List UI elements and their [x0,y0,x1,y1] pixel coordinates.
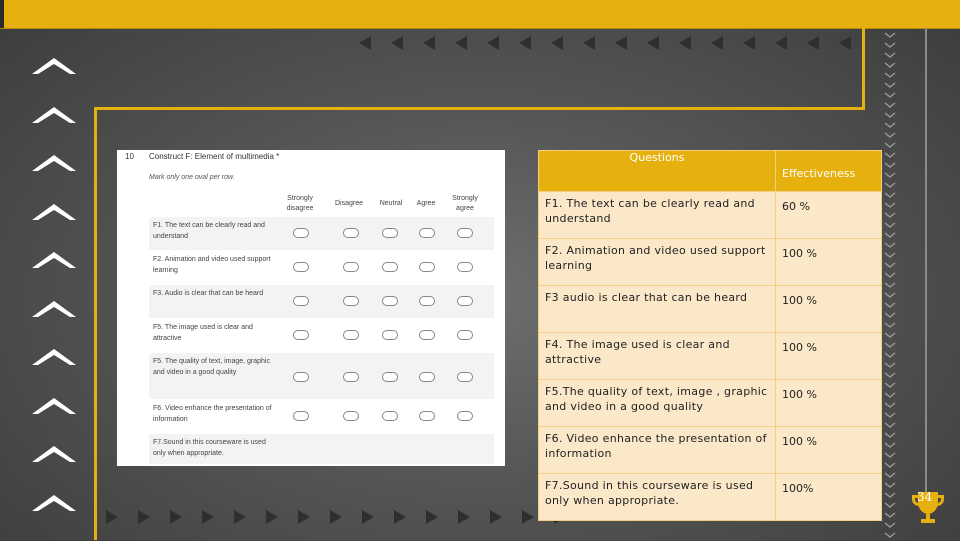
radio-oval[interactable] [382,330,398,340]
radio-oval[interactable] [343,262,359,272]
radio-oval[interactable] [382,296,398,306]
survey-row-label: F5. The image used is clear and attractive [153,324,253,342]
effectiveness-cell: 100% [776,474,882,521]
radio-oval[interactable] [419,296,435,306]
radio-oval[interactable] [419,228,435,238]
page-number: 34 [917,490,933,504]
left-arrow-row-icon [355,32,860,54]
table-row [539,239,882,286]
survey-row-label: F6. Video enhance the presentation of information [153,405,272,423]
table-row [539,380,882,427]
top-accent-bar [0,0,960,29]
radio-oval[interactable] [293,372,309,382]
radio-oval[interactable] [457,330,473,340]
results-table [538,150,882,521]
radio-oval[interactable] [419,330,435,340]
table-header-row [539,151,882,192]
question-instruction: Mark only one oval per row. [149,174,235,181]
radio-oval[interactable] [457,262,473,272]
table-row [539,286,882,333]
survey-row-label: F1. The text can be clearly read and understand [153,222,265,240]
radio-oval[interactable] [293,262,309,272]
scale-header-disagree: Disagree [334,200,363,207]
question-cell: F6. Video enhance the presentation of information [539,427,776,474]
effectiveness-cell: 100 % [776,380,882,427]
effectiveness-cell: 100 % [776,427,882,474]
radio-oval[interactable] [457,228,473,238]
effectiveness-cell: 100 % [776,239,882,286]
survey-row [149,251,494,284]
question-number: 10 [125,152,134,161]
right-arrow-row-icon [102,506,602,528]
question-title: Construct F: Element of multimedia * [149,152,280,161]
radio-oval[interactable] [457,411,473,421]
scale-header-agree: Agree [416,200,436,207]
radio-oval[interactable] [457,372,473,382]
effectiveness-cell: 60 % [776,192,882,239]
frame-line-left [94,107,97,540]
question-cell: F5.The quality of text, image , graphic and video in a good quality [539,380,776,427]
radio-oval[interactable] [419,411,435,421]
radio-oval[interactable] [382,228,398,238]
effectiveness-cell: 100 % [776,333,882,380]
question-cell: F2. Animation and video used support learning [539,239,776,286]
radio-oval[interactable] [419,372,435,382]
question-cell: F4. The image used is clear and attractive [539,333,776,380]
scale-header-neutral: Neutral [379,200,403,207]
radio-oval[interactable] [293,411,309,421]
frame-line-right-2 [925,28,927,498]
radio-oval[interactable] [382,262,398,272]
frame-line-right [862,28,865,108]
radio-oval[interactable] [343,330,359,340]
table-row [539,474,882,521]
header-questions: Questions [539,151,776,192]
question-cell: F3 audio is clear that can be heard [539,286,776,333]
question-cell: F7.Sound in this courseware is used only when appropriate. [539,474,776,521]
survey-row [149,319,494,352]
survey-row [149,400,494,433]
chevron-up-icons [28,52,80,537]
radio-oval[interactable] [457,296,473,306]
radio-oval[interactable] [293,330,309,340]
frame-line-top [94,107,865,110]
radio-oval[interactable] [293,228,309,238]
table-row [539,427,882,474]
survey-row [149,353,494,399]
radio-oval[interactable] [343,296,359,306]
radio-oval[interactable] [343,228,359,238]
survey-row-label: F5. The quality of text, image, graphic and video in a good quality [153,358,270,376]
radio-oval[interactable] [382,411,398,421]
scale-header-strongly-agree: Strongly agree [452,195,478,212]
survey-row [149,285,494,318]
survey-row-label: F2. Animation and video used support learning [153,256,271,274]
radio-oval[interactable] [382,372,398,382]
survey-form-image [117,150,505,466]
survey-row [149,434,494,464]
survey-row [149,217,494,250]
radio-oval[interactable] [293,296,309,306]
scale-header-strongly-disagree: Strongly disagree [286,195,314,212]
radio-oval[interactable] [419,262,435,272]
left-chevron-column [28,52,80,541]
radio-oval[interactable] [343,372,359,382]
table-row [539,192,882,239]
table-row [539,333,882,380]
top-left-strip [0,0,4,28]
effectiveness-cell: 100 % [776,286,882,333]
right-chevron-strip-icon [882,30,898,540]
radio-oval[interactable] [343,411,359,421]
survey-row-label: F3. Audio is clear that can be heard [153,290,264,297]
header-effectiveness: Effectiveness [776,151,882,192]
survey-row-label: F7.Sound in this courseware is used only when appropriate. [153,439,266,457]
question-cell: F1. The text can be clearly read and understand [539,192,776,239]
